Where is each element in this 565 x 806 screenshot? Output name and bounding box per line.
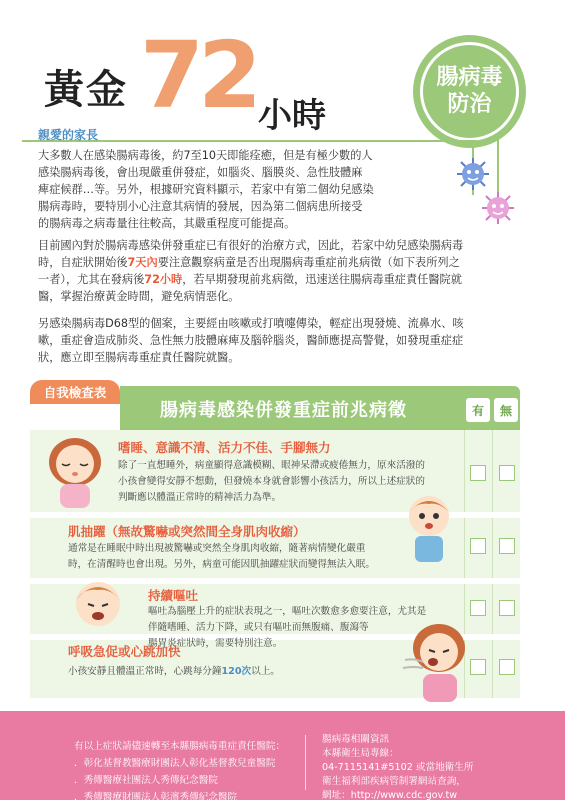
badge-line-1: 腸病毒 <box>436 65 503 91</box>
intro-paragraph-2 <box>38 237 500 305</box>
highlight-7-days: 7天內 <box>127 256 158 269</box>
footer-hospital-list <box>74 738 285 806</box>
checkbox-no[interactable] <box>499 600 515 616</box>
coughing-girl-illustration <box>395 618 473 704</box>
title-72: 72 <box>140 22 257 129</box>
text-line: 有以上症狀請儘速轉至本縣腸病毒重症責任醫院： <box>74 741 286 752</box>
checkbox-yes[interactable] <box>470 600 486 616</box>
footer-divider <box>305 735 306 790</box>
intro-paragraph-1 <box>38 147 448 232</box>
column-no: 無 <box>494 398 518 422</box>
title-hours: 小時 <box>258 96 326 136</box>
text-line: 伴隨嗜睡、活力下降，或只有嘔吐而無腹痛、腹瀉等 <box>148 622 369 633</box>
text-line: 痺症候群…等。另外，根據研究資料顯示，若家中有第二個幼兒感染 <box>38 183 374 196</box>
checkbox-no[interactable] <box>499 659 515 675</box>
checkbox-yes[interactable] <box>470 538 486 554</box>
text-line: ．彰化基督教醫療財團法人彰化基督教兒童醫院 <box>74 758 276 769</box>
text-line: 大多數人在感染腸病毒後，約7至10天即能痊癒，但是有極少數的人 <box>38 149 373 162</box>
checkbox-no[interactable] <box>499 538 515 554</box>
virus-icon <box>480 190 516 226</box>
text-line: 時，自症狀開始後7天內要注意觀察病童是否出現腸病毒重症前兆病徵（如下表所列之 <box>38 256 460 269</box>
symptom-title-vomiting: 持續嘔吐 <box>148 588 199 603</box>
text-line: 一者），尤其在發病後72小時，若早期發現前兆病徵，迅速送往腸病毒重症責任醫院就 <box>38 273 462 286</box>
startled-boy-illustration <box>395 490 465 570</box>
footer-contact-info <box>322 733 473 803</box>
vomiting-boy-illustration <box>60 578 138 638</box>
highlight-120-beats: 120次 <box>221 666 252 677</box>
text-line: 感染腸病毒後，會出現嚴重併發症，如腦炎、腦膜炎、急性肢體麻 <box>38 166 363 179</box>
text-line: 嘔吐為腦壓上升的症狀表現之一，嘔吐次數愈多愈要注意，尤其是 <box>148 606 427 617</box>
text-line: 狀，應立即至腸病毒重症責任醫院就醫。 <box>38 351 240 364</box>
badge-line-2: 防治 <box>447 91 492 117</box>
virus-hanger-line <box>497 140 499 195</box>
title-golden: 黃金 <box>44 67 128 113</box>
salutation: 親愛的家長 <box>38 128 99 142</box>
column-yes: 有 <box>466 398 490 422</box>
prevention-badge <box>413 35 526 148</box>
text-line: ．秀傳醫療社團法人秀傳紀念醫院 <box>74 775 218 786</box>
intro-paragraph-3 <box>38 315 500 366</box>
text-line: 另感染腸病毒D68型的個案，主要經由咳嗽或打噴嚏傳染，輕症出現發燒、流鼻水、咳 <box>38 317 464 330</box>
highlight-72-hours: 72小時 <box>144 273 183 286</box>
sleepy-girl-illustration <box>38 430 112 510</box>
text-line: 嗽，重症會造成肺炎、急性無力肢體麻痺及腦幹腦炎，醫師應提高警覺，如發現重症症 <box>38 334 464 347</box>
text-line: 腸胃炎症狀時，需要特別注意。 <box>148 638 283 649</box>
checklist-tab: 自我檢查表 <box>30 380 120 404</box>
symptom-title-tachypnea: 呼吸急促或心跳加快 <box>68 644 181 659</box>
text-line: 小孩會變得安靜不想動，但發燒本身就會影響小孩活力，所以上述症狀的 <box>118 476 425 487</box>
symptom-title-drowsiness: 嗜睡、意識不清、活力不佳、手腳無力 <box>118 440 331 455</box>
text-line: 衛生福利部疾病管制署網站查詢， <box>322 776 466 787</box>
text-line: 判斷應以體溫正常時的精神活力為準。 <box>118 492 282 503</box>
text-line: 腸病毒相關資訊 <box>322 734 390 745</box>
text-line: 除了一直想睡外，病童顯得意識模糊、眼神呆滯或疲倦無力，原來活潑的 <box>118 460 425 471</box>
text-line: 醫，掌握治療黃金時間，避免病情惡化。 <box>38 290 240 303</box>
checkbox-no[interactable] <box>499 465 515 481</box>
text-line: 腸病毒時，要特別小心注意其病情的發展，因為第二個病患所接受 <box>38 200 363 213</box>
text-line: 時，在清醒時也會出現。另外，病童可能因肌抽躍症狀而變得無法入眠。 <box>68 559 375 570</box>
checkbox-yes[interactable] <box>470 465 486 481</box>
text-line: ．秀傳醫療財團法人彰濱秀傳紀念醫院 <box>74 792 238 803</box>
text-line: 本縣衛生局專線： <box>322 748 399 759</box>
symptom-title-myoclonic-jerk: 肌抽躍（無故驚嚇或突然間全身肌肉收縮） <box>68 524 306 539</box>
symptom-desc-myoclonic-jerk <box>68 541 398 573</box>
text-line: 的腸病毒之病毒量往往較高，其嚴重程度可能提高。 <box>38 217 296 230</box>
text-line: 目前國內對於腸病毒感染併發重症已有很好的治療方式，因此，若家中幼兒感染腸病毒 <box>38 239 464 252</box>
symptom-desc-tachypnea: 小孩安靜且體溫正常時，心跳每分鐘120次以上。 <box>68 666 280 677</box>
virus-icon <box>455 156 491 192</box>
text-line: 通常是在睡眠中時出現被驚嚇或突然全身肌肉收縮，隨著病情變化嚴重 <box>68 543 366 554</box>
cdc-website-link[interactable]: 網址：http://www.cdc.gov.tw <box>322 790 458 801</box>
text-line: 04-7115141#5102 或當地衛生所 <box>322 762 474 773</box>
column-divider <box>492 430 493 698</box>
checklist-title: 腸病毒感染併發重症前兆病徵 <box>160 400 407 421</box>
